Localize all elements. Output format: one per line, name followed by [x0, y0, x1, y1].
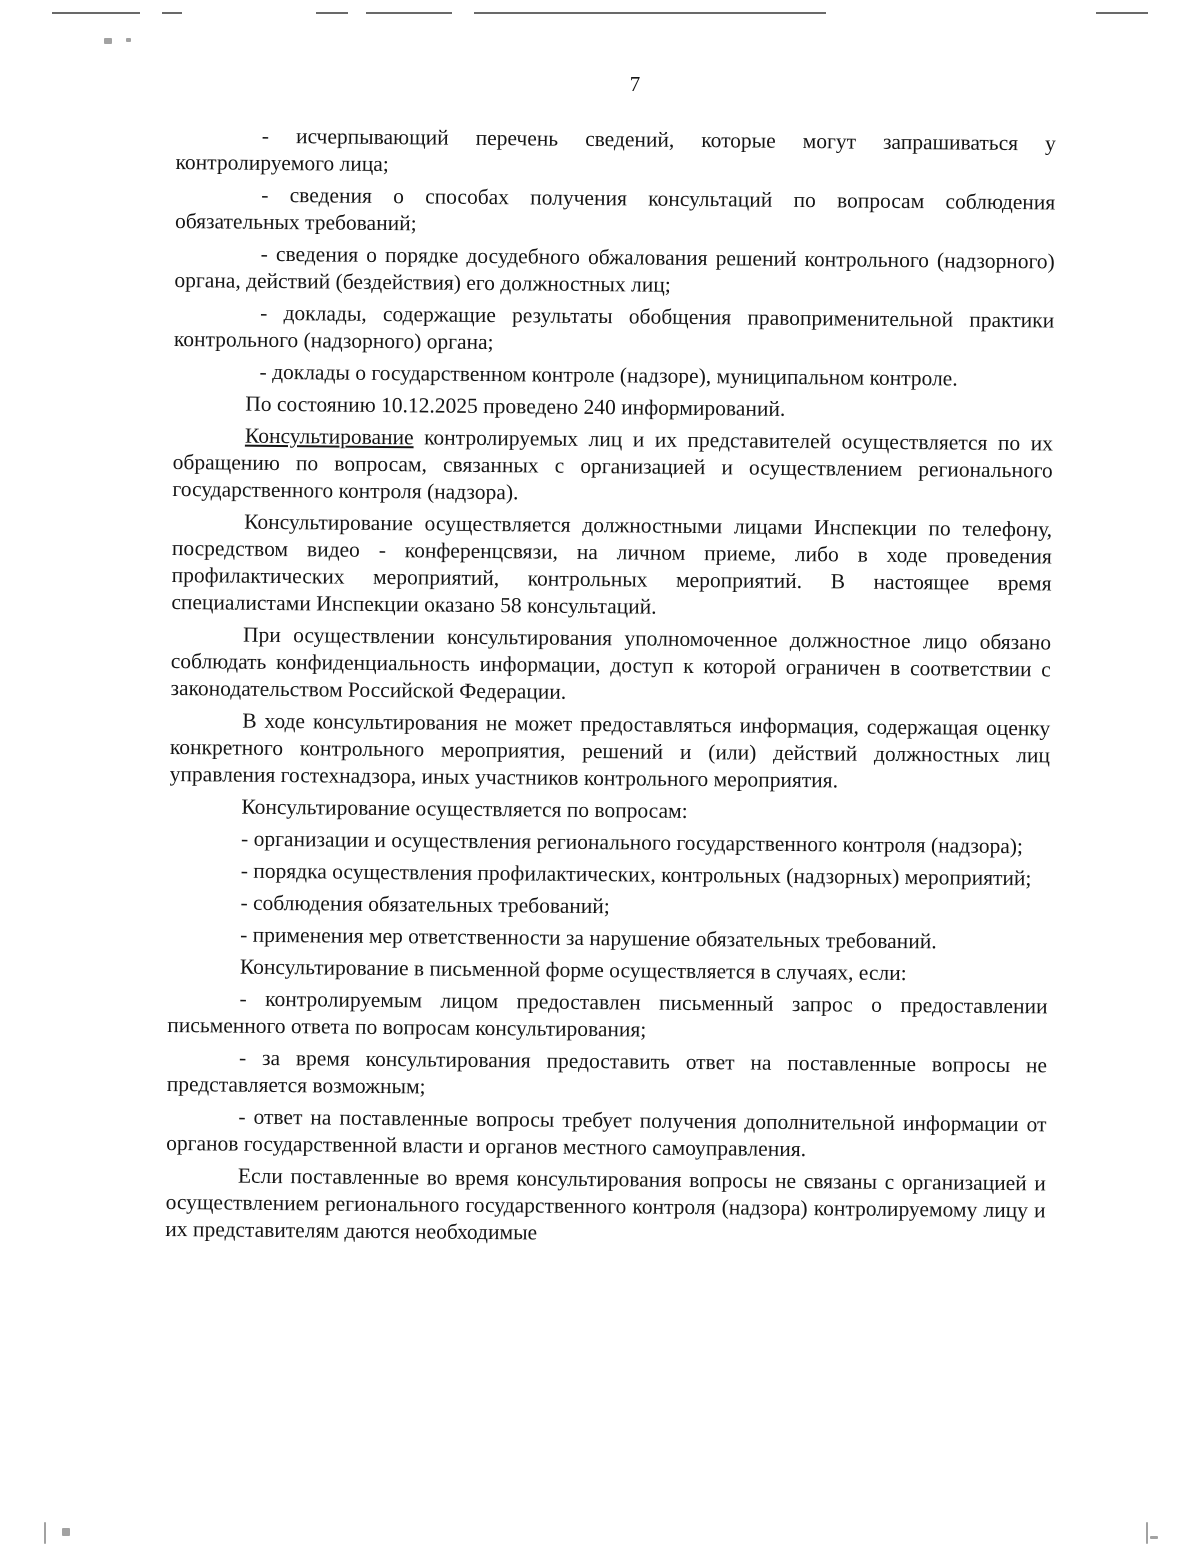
scan-edge-line	[474, 12, 826, 14]
scan-speck	[62, 1528, 70, 1536]
paragraph: Если поставленные во время консультирования вопросы не связаны с организацией и осуществлением регионального государственного контроля (надзора) контролируемому лицу и их представителям даются необходимые	[165, 1163, 1046, 1245]
paragraph: - применения мер ответственности за нарушение обязательных требований.	[240, 922, 937, 954]
paragraph: По состоянию 10.12.2025 проведено 240 информирований.	[245, 391, 786, 421]
scan-speck	[104, 38, 112, 44]
paragraph: - ответ на поставленные вопросы требует получения дополнительной информации от органов государственной власти и органов местного самоуправления.	[166, 1104, 1047, 1162]
paragraph: - контролируемым лицом предоставлен письменный запрос о предоставлении письменного ответа по вопросам консультирования;	[167, 986, 1048, 1042]
scan-speck	[1150, 1536, 1158, 1539]
consultation-paragraph	[172, 422, 1053, 511]
paragraph-text: контролируемых лиц и их представителей осуществляется по их обращению по вопросам, связанных с организацией и осуществлением регионального государственного контроля (надзора).	[172, 425, 1054, 505]
underlined-term: Консультирование	[244, 423, 414, 450]
paragraph: При осуществлении консультирования уполномоченное должностное лицо обязано соблюдать конфиденциальность информации, доступ к которой ограничен в соответствии с законодательством Российской Федерации.	[170, 622, 1052, 704]
scan-speck	[126, 38, 131, 42]
paragraph: Консультирование осуществляется должностными лицами Инспекции по телефону, посредством видео - конференцсвязи, на личном приеме, либо в ходе проведения профилактических мероприятий, контрольных мероприятий. В настоящее время специалистами Инспекции оказано 58 консультаций.	[171, 509, 1053, 619]
scan-edge-line	[52, 12, 140, 14]
paragraph: - порядка осуществления профилактических, контрольных (надзорных) мероприятий;	[240, 858, 1032, 891]
scan-edge-line	[1096, 12, 1148, 14]
scan-edge-line	[162, 12, 182, 14]
paragraph: - исчерпывающий перечень сведений, которые могут запрашиваться у контролируемого лица;	[175, 123, 1056, 177]
document-body	[165, 122, 1056, 1256]
scan-speck	[44, 1522, 46, 1544]
paragraph: В ходе консультирования не может предоставляться информация, содержащая оценку конкретного контрольного мероприятия, решений и (или) действий должностных лиц управления гостехнадзора, иных участников контрольного мероприятия.	[169, 708, 1051, 793]
page-number: 7	[629, 72, 641, 96]
paragraph: - соблюдения обязательных требований;	[240, 890, 610, 919]
paragraph: - сведения о порядке досудебного обжалования решений контрольного (надзорного) органа, действий (бездействия) его должностных лиц;	[174, 241, 1055, 297]
scan-edge-line	[366, 12, 452, 14]
paragraph: - доклады, содержащие результаты обобщения правоприменительной практики контрольного (надзорного) органа;	[173, 300, 1055, 355]
paragraph: - сведения о способах получения консультаций по вопросам соблюдения обязательных требований;	[174, 182, 1056, 236]
paragraph: - организации и осуществления регионального государственного контроля (надзора);	[241, 826, 1024, 859]
paragraph: - за время консультирования предоставить ответ на поставленные вопросы не представляется возможным;	[166, 1045, 1048, 1099]
scan-speck	[1146, 1522, 1148, 1544]
paragraph: Консультирование осуществляется по вопросам:	[241, 794, 688, 823]
scan-edge-line	[316, 12, 348, 14]
paragraph: - доклады о государственном контроле (надзоре), муниципальном контроле.	[259, 359, 958, 391]
paragraph: Консультирование в письменной форме осуществляется в случаях, если:	[239, 954, 907, 986]
